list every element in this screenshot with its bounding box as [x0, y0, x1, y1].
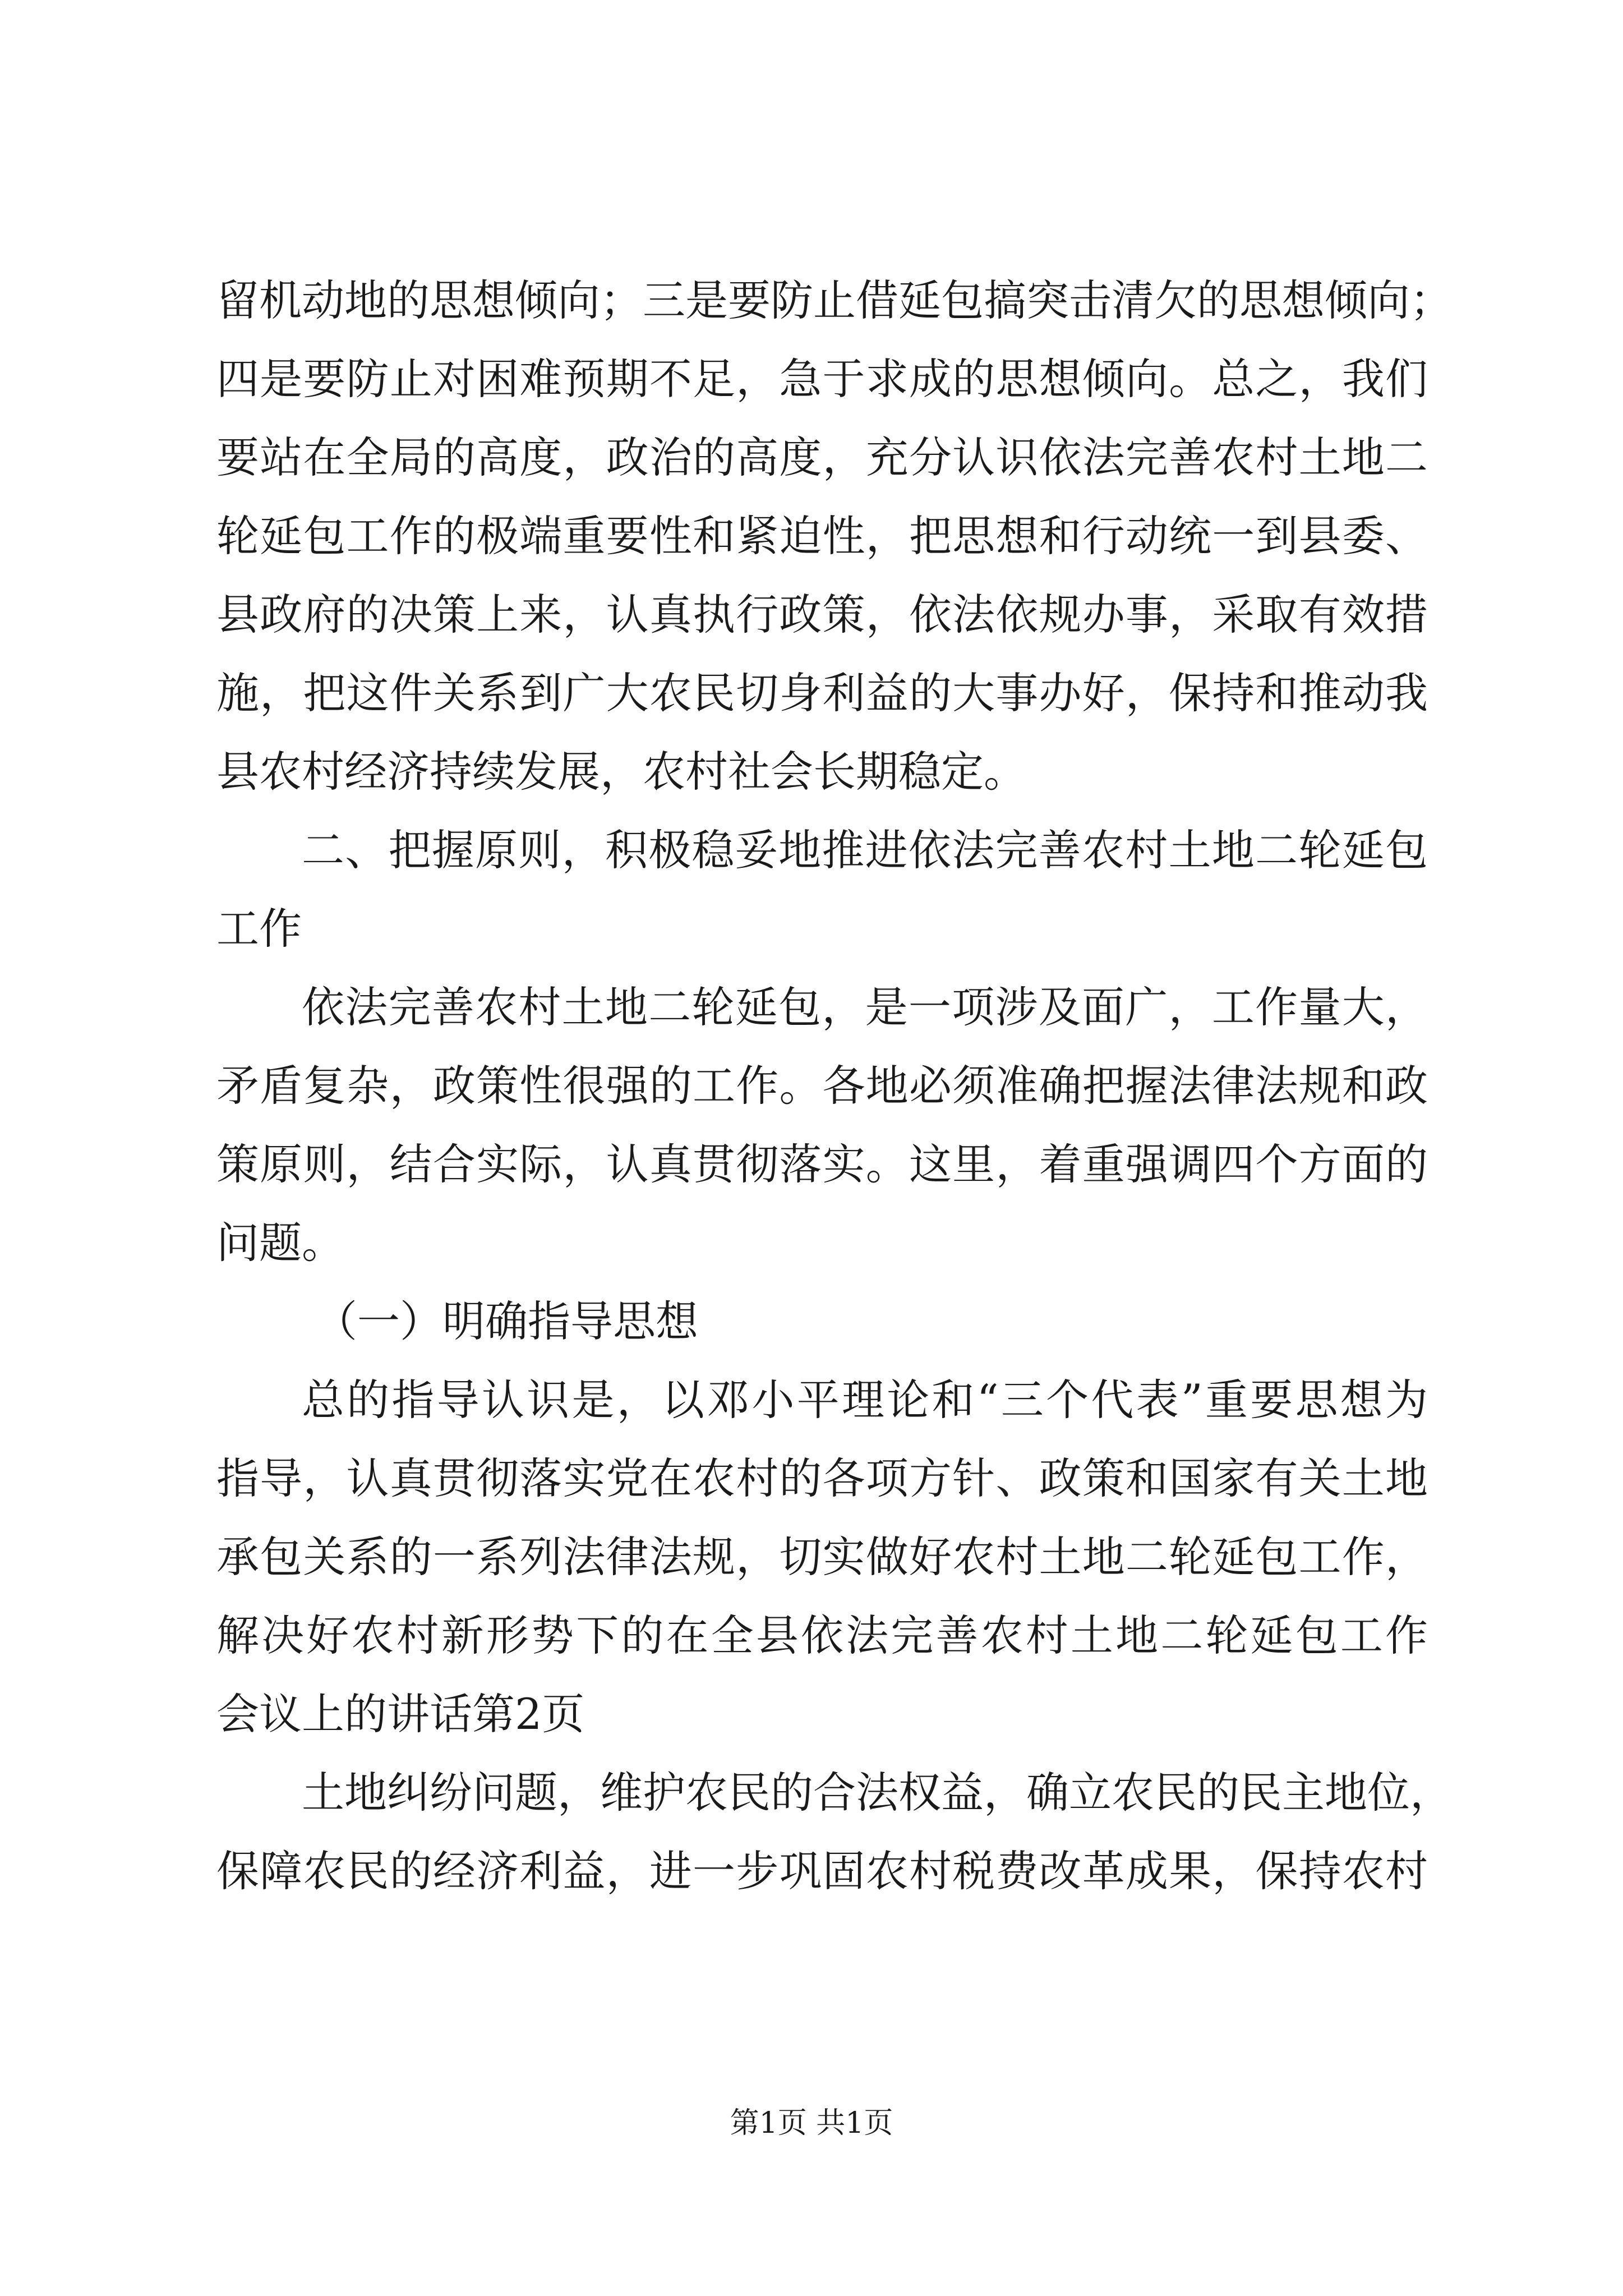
text-line: 问题。	[216, 1218, 344, 1268]
text-line: 依法完善农村土地二轮延包，是一项涉及面广，工作量大，	[302, 982, 1428, 1032]
text-line: 土地纠纷问题，维护农民的合法权益，确立农民的民主地位，	[302, 1768, 1453, 1818]
text-line: 矛盾复杂，政策性很强的工作。各地必须准确把握法律法规和政	[216, 1061, 1428, 1111]
text-line: 策原则，结合实际，认真贯彻落实。这里，着重强调四个方面的	[216, 1139, 1428, 1189]
text-line: 解决好农村新形势下的在全县依法完善农村土地二轮延包工作	[216, 1611, 1428, 1660]
section-heading: 二、把握原则，积极稳妥地推进依法完善农村土地二轮延包	[302, 825, 1428, 875]
text-line: 会议上的讲话第2页	[216, 1689, 585, 1739]
text-line: 总的指导认识是，以邓小平理论和“三个代表”重要思想为	[302, 1375, 1428, 1425]
document-body	[216, 261, 1453, 1911]
text-line: 留机动地的思想倾向；三是要防止借延包搞突击清欠的思想倾向；	[216, 275, 1453, 325]
text-line: 指导，认真贯彻落实党在农村的各项方针、政策和国家有关土地	[216, 1453, 1428, 1503]
text-line: 施，把这件关系到广大农民切身利益的大事办好，保持和推动我	[216, 668, 1428, 718]
text-line: 承包关系的一系列法律法规，切实做好农村土地二轮延包工作，	[216, 1532, 1428, 1582]
text-line: 要站在全局的高度，政治的高度，充分认识依法完善农村土地二	[216, 432, 1428, 482]
text-line: 保障农民的经济利益，进一步巩固农村税费改革成果，保持农村	[216, 1846, 1428, 1896]
text-line: 县政府的决策上来，认真执行政策，依法依规办事，采取有效措	[216, 590, 1428, 639]
text-line: 四是要防止对困难预期不足，急于求成的思想倾向。总之，我们	[216, 354, 1428, 404]
subsection-heading: （一）明确指导思想	[315, 1296, 698, 1346]
page-number-footer: 第1页 共1页	[730, 2106, 893, 2140]
text-line: 轮延包工作的极端重要性和紧迫性，把思想和行动统一到县委、	[216, 511, 1428, 561]
text-line: 县农村经济持续发展，农村社会长期稳定。	[216, 747, 1026, 797]
section-heading-continued: 工作	[216, 904, 302, 954]
